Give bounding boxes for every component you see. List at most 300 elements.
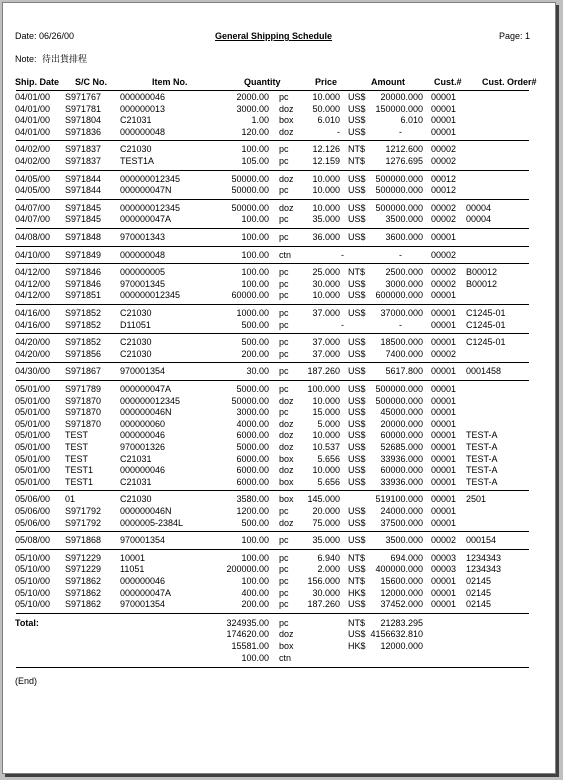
cell-amount: 3000.000 (385, 278, 423, 289)
total-currency: US$ (348, 629, 366, 640)
cell-amount: 20000.000 (380, 92, 423, 102)
cell-cust-order: C1245-01 (466, 308, 506, 318)
cell-quantity: 120.00 (241, 126, 269, 137)
cell-unit: ctn (279, 249, 292, 260)
cell-item-no: 000000046N (120, 407, 172, 418)
cell-unit: doz (279, 465, 294, 476)
cell-unit: doz (279, 173, 294, 184)
cell-ship-date: 05/10/00 (15, 576, 51, 586)
cell-ship-date: 05/01/00 (15, 430, 51, 441)
cell-quantity: 3000.00 (236, 407, 269, 418)
cell-amount: 3500.000 (385, 535, 423, 546)
total-quantity: 324935.00 (226, 617, 269, 628)
cell-currency: US$ (348, 348, 366, 359)
cell-unit: pc (279, 278, 289, 289)
cell-amount: - (399, 319, 402, 330)
cell-ship-date: 04/10/00 (15, 249, 51, 260)
cell-quantity: 6000.00 (236, 476, 269, 487)
cell-amount: 37452.000 (380, 599, 423, 610)
cell-quantity: 50000.00 (231, 185, 269, 196)
cell-currency: US$ (348, 202, 366, 213)
cell-ship-date: 04/16/00 (15, 308, 51, 318)
group-divider (16, 263, 529, 264)
cell-currency: US$ (348, 535, 366, 546)
cell-quantity: 6000.00 (236, 453, 269, 464)
cell-item-no: 000000048 (120, 249, 166, 260)
cell-cust-order: TEST-A (466, 430, 498, 441)
cell-price: 30.000 (312, 587, 340, 598)
cell-cust-no: 00001 (431, 599, 457, 610)
cell-price: 2.000 (317, 564, 340, 575)
cell-price: 156.000 (307, 576, 340, 586)
group-divider (16, 228, 529, 229)
cell-ship-date: 05/01/00 (15, 465, 51, 476)
cell-cust-no: 00002 (431, 214, 457, 225)
cell-currency: NT$ (348, 267, 366, 278)
cell-cust-no: 00001 (431, 290, 457, 301)
cell-currency: US$ (348, 290, 366, 301)
cell-cust-no: 00002 (431, 278, 457, 289)
cell-price: 6.010 (317, 115, 340, 126)
cell-quantity: 100.00 (241, 552, 269, 563)
cell-cust-order: 1234343 (466, 552, 502, 563)
cell-ship-date: 05/10/00 (15, 552, 51, 563)
cell-amount: 1212.600 (385, 144, 423, 155)
cell-price: 50.000 (312, 103, 340, 114)
cell-price: 10.000 (312, 465, 340, 476)
cell-currency: HK$ (348, 587, 366, 598)
cell-currency: US$ (348, 418, 366, 429)
cell-currency: US$ (348, 395, 366, 406)
cell-sc-no: TEST (65, 442, 89, 452)
cell-unit: box (279, 494, 294, 505)
cell-currency: NT$ (348, 156, 366, 166)
cell-item-no: 970001343 (120, 232, 166, 242)
cell-sc-no: S971846 (65, 278, 102, 289)
col-price: Price (315, 77, 338, 87)
cell-quantity: 60000.00 (231, 290, 269, 301)
cell-price: - (337, 126, 340, 137)
cell-cust-order: TEST-A (466, 476, 498, 487)
cell-price: 10.000 (312, 173, 340, 184)
header-divider (16, 90, 529, 91)
cell-currency: US$ (348, 308, 366, 318)
report-title: General Shipping Schedule (215, 31, 333, 41)
cell-cust-order: 2501 (466, 494, 487, 505)
cell-sc-no: TEST (65, 453, 89, 464)
cell-cust-no: 00001 (431, 384, 457, 394)
cell-cust-no: 00001 (431, 506, 457, 516)
cell-currency: US$ (348, 430, 366, 441)
cell-cust-order: 1234343 (466, 564, 502, 575)
cell-sc-no: S971868 (65, 535, 102, 546)
cell-item-no: 000000012345 (120, 395, 181, 406)
cell-cust-no: 00002 (431, 144, 457, 155)
cell-sc-no: TEST (65, 430, 89, 441)
cell-cust-no: 00003 (431, 564, 457, 575)
cell-unit: pc (279, 535, 289, 546)
cell-quantity: 100.00 (241, 278, 269, 289)
cell-quantity: 100.00 (241, 214, 269, 225)
cell-item-no: 000000013 (120, 103, 166, 114)
total-quantity: 100.00 (241, 652, 269, 663)
cell-amount: 500000.000 (375, 185, 423, 196)
cell-currency: NT$ (348, 144, 366, 155)
cell-cust-order: 0001458 (466, 366, 502, 377)
cell-unit: doz (279, 430, 294, 441)
cell-quantity: 6000.00 (236, 430, 269, 441)
cell-unit: box (279, 476, 294, 487)
cell-sc-no: S971848 (65, 232, 102, 242)
cell-sc-no: S971837 (65, 156, 102, 166)
cell-ship-date: 04/01/00 (15, 103, 51, 114)
cell-cust-no: 00002 (431, 202, 457, 213)
cell-ship-date: 05/01/00 (15, 476, 51, 487)
cell-ship-date: 04/02/00 (15, 156, 51, 166)
cell-cust-order: 02145 (466, 599, 492, 610)
cell-ship-date: 04/12/00 (15, 290, 51, 301)
cell-amount: 1276.695 (385, 156, 423, 166)
cell-cust-no: 00001 (431, 418, 457, 429)
cell-sc-no: S971849 (65, 249, 102, 260)
cell-quantity: 100.00 (241, 267, 269, 278)
cell-quantity: 50000.00 (231, 173, 269, 184)
cell-item-no: 000000048 (120, 126, 166, 137)
cell-currency: US$ (348, 278, 366, 289)
cell-cust-order: TEST-A (466, 442, 498, 452)
cell-amount: 600000.000 (375, 290, 423, 301)
cell-ship-date: 05/01/00 (15, 453, 51, 464)
cell-sc-no: S971870 (65, 395, 102, 406)
total-currency: NT$ (348, 617, 366, 628)
cell-ship-date: 04/02/00 (15, 144, 51, 155)
cell-amount: 20000.000 (380, 418, 423, 429)
cell-ship-date: 04/12/00 (15, 278, 51, 289)
cell-sc-no: S971852 (65, 337, 102, 348)
cell-price: 10.000 (312, 430, 340, 441)
cell-quantity: 200.00 (241, 348, 269, 359)
cell-price: 12.126 (312, 144, 340, 155)
cell-price: 5.656 (317, 476, 340, 487)
cell-amount: 33936.000 (380, 453, 423, 464)
cell-amount: 52685.000 (380, 442, 423, 452)
cell-sc-no: S971852 (65, 319, 102, 330)
cell-quantity: 5000.00 (236, 442, 269, 452)
cell-currency: US$ (348, 442, 366, 452)
group-divider (16, 613, 529, 614)
cell-unit: pc (279, 156, 289, 166)
cell-unit: doz (279, 395, 294, 406)
cell-sc-no: S971792 (65, 517, 102, 528)
cell-sc-no: S971845 (65, 202, 102, 213)
col-amount: Amount (371, 77, 405, 87)
cell-cust-no: 00001 (431, 430, 457, 441)
total-divider (16, 667, 529, 668)
cell-quantity: 100.00 (241, 144, 269, 155)
cell-quantity: 50000.00 (231, 202, 269, 213)
cell-quantity: 100.00 (241, 232, 269, 242)
cell-amount: 33936.000 (380, 476, 423, 487)
cell-price: - (341, 319, 344, 330)
cell-amount: 12000.000 (380, 587, 423, 598)
cell-cust-no: 00002 (431, 348, 457, 359)
cell-price: 5.000 (317, 418, 340, 429)
cell-price: 187.260 (307, 599, 340, 610)
cell-sc-no: S971781 (65, 103, 102, 114)
cell-ship-date: 04/07/00 (15, 202, 51, 213)
cell-amount: 2500.000 (385, 267, 423, 278)
cell-price: 36.000 (312, 232, 340, 242)
cell-amount: 519100.000 (375, 494, 423, 505)
cell-item-no: 970001354 (120, 535, 166, 546)
cell-item-no: 000000046 (120, 465, 166, 476)
total-unit: doz (279, 629, 294, 640)
cell-sc-no: S971844 (65, 173, 102, 184)
cell-unit: pc (279, 599, 289, 610)
cell-cust-order: 00004 (466, 214, 492, 225)
cell-ship-date: 04/01/00 (15, 115, 51, 126)
cell-currency: US$ (348, 476, 366, 487)
cell-cust-no: 00001 (431, 115, 457, 126)
cell-item-no: 970001326 (120, 442, 166, 452)
cell-price: 5.656 (317, 453, 340, 464)
cell-unit: pc (279, 92, 289, 102)
cell-item-no: TEST1A (120, 156, 155, 166)
cell-amount: 45000.000 (380, 407, 423, 418)
cell-sc-no: S971804 (65, 115, 102, 126)
cell-unit: pc (279, 319, 289, 330)
cell-currency: US$ (348, 517, 366, 528)
cell-cust-no: 00001 (431, 337, 457, 348)
total-currency: HK$ (348, 641, 366, 651)
cell-amount: 6.010 (400, 115, 423, 126)
cell-cust-no: 00001 (431, 366, 457, 377)
cell-unit: pc (279, 267, 289, 278)
cell-sc-no: S971846 (65, 267, 102, 278)
cell-quantity: 500.00 (241, 337, 269, 348)
cell-item-no: 10001 (120, 552, 146, 563)
cell-quantity: 105.00 (241, 156, 269, 166)
cell-quantity: 50000.00 (231, 395, 269, 406)
note-text: 待出貨排程 (42, 54, 88, 64)
cell-ship-date: 04/01/00 (15, 126, 51, 137)
cell-amount: 500000.000 (375, 173, 423, 184)
cell-quantity: 1.00 (251, 115, 269, 126)
cell-currency: NT$ (348, 552, 366, 563)
cell-quantity: 1200.00 (236, 506, 269, 516)
cell-ship-date: 04/12/00 (15, 267, 51, 278)
cell-sc-no: S971851 (65, 290, 102, 301)
cell-currency: US$ (348, 337, 366, 348)
cell-amount: 5617.800 (385, 366, 423, 377)
cell-price: 10.000 (312, 395, 340, 406)
cell-currency: US$ (348, 384, 366, 394)
cell-cust-no: 00001 (431, 407, 457, 418)
cell-item-no: C21030 (120, 308, 152, 318)
group-divider (16, 531, 529, 532)
cell-ship-date: 05/06/00 (15, 517, 51, 528)
cell-currency: US$ (348, 506, 366, 516)
cell-quantity: 3000.00 (236, 103, 269, 114)
cell-cust-no: 00001 (431, 308, 457, 318)
cell-item-no: C21031 (120, 476, 152, 487)
cell-sc-no: S971862 (65, 576, 102, 586)
cell-cust-no: 00002 (431, 267, 457, 278)
cell-ship-date: 05/10/00 (15, 564, 51, 575)
col-ship-date: Ship. Date (15, 77, 60, 87)
cell-cust-order: C1245-01 (466, 337, 506, 348)
cell-amount: 24000.000 (380, 506, 423, 516)
note-label: Note: (15, 54, 37, 64)
cell-ship-date: 04/05/00 (15, 185, 51, 196)
cell-ship-date: 05/06/00 (15, 494, 51, 505)
cell-unit: pc (279, 587, 289, 598)
cell-item-no: 000000047N (120, 185, 172, 196)
cell-price: 10.537 (312, 442, 340, 452)
cell-unit: doz (279, 103, 294, 114)
total-unit: pc (279, 617, 289, 628)
cell-ship-date: 04/16/00 (15, 319, 51, 330)
cell-unit: pc (279, 144, 289, 155)
cell-currency: US$ (348, 214, 366, 225)
cell-cust-no: 00001 (431, 103, 457, 114)
cell-cust-order: TEST-A (466, 465, 498, 476)
group-divider (16, 549, 529, 550)
cell-unit: pc (279, 407, 289, 418)
cell-price: 12.159 (312, 156, 340, 166)
cell-currency: US$ (348, 173, 366, 184)
cell-ship-date: 04/20/00 (15, 337, 51, 348)
cell-price: 145.000 (307, 494, 340, 505)
cell-item-no: 000000012345 (120, 290, 181, 301)
col-item-no: Item No. (152, 77, 188, 87)
cell-quantity: 200.00 (241, 599, 269, 610)
cell-quantity: 6000.00 (236, 465, 269, 476)
col-sc-no: S/C No. (75, 77, 108, 87)
cell-currency: NT$ (348, 576, 366, 586)
cell-price: 75.000 (312, 517, 340, 528)
cell-amount: 37500.000 (380, 517, 423, 528)
cell-price: 30.000 (312, 278, 340, 289)
cell-cust-no: 00001 (431, 465, 457, 476)
cell-price: 187.260 (307, 366, 340, 377)
cell-unit: pc (279, 232, 289, 242)
page-number: Page: 1 (499, 31, 531, 41)
cell-unit: pc (279, 552, 289, 563)
cell-unit: doz (279, 126, 294, 137)
cell-item-no: 000000047A (120, 214, 172, 225)
cell-cust-no: 00001 (431, 453, 457, 464)
cell-cust-no: 00012 (431, 173, 457, 184)
cell-item-no: 000000046 (120, 430, 166, 441)
cell-ship-date: 05/10/00 (15, 599, 51, 610)
cell-ship-date: 04/20/00 (15, 348, 51, 359)
cell-item-no: 000000047A (120, 587, 172, 598)
cell-ship-date: 04/08/00 (15, 232, 51, 242)
cell-amount: 3600.000 (385, 232, 423, 242)
group-divider (16, 140, 529, 141)
cell-price: 35.000 (312, 535, 340, 546)
cell-sc-no: TEST1 (65, 465, 94, 476)
cell-ship-date: 05/01/00 (15, 384, 51, 394)
cell-unit: pc (279, 185, 289, 196)
cell-amount: 15600.000 (380, 576, 423, 586)
col-cust-order: Cust. Order# (482, 77, 537, 87)
cell-cust-no: 00012 (431, 185, 457, 196)
group-divider (16, 380, 529, 381)
cell-sc-no: S971870 (65, 418, 102, 429)
cell-unit: doz (279, 418, 294, 429)
report-page (2, 2, 556, 774)
total-quantity: 174620.00 (226, 629, 269, 640)
cell-sc-no: S971836 (65, 126, 102, 137)
cell-item-no: 11051 (120, 564, 145, 575)
cell-cust-no: 00002 (431, 156, 457, 166)
cell-price: 35.000 (312, 214, 340, 225)
cell-sc-no: TEST1 (65, 476, 94, 487)
group-divider (16, 199, 529, 200)
cell-item-no: 000000012345 (120, 173, 181, 184)
group-divider (16, 362, 529, 363)
cell-cust-no: 00001 (431, 517, 457, 528)
cell-sc-no: S971845 (65, 214, 102, 225)
cell-quantity: 500.00 (241, 517, 269, 528)
cell-currency: US$ (348, 453, 366, 464)
group-divider (16, 304, 529, 305)
cell-unit: box (279, 115, 294, 126)
col-quantity: Quantity (244, 77, 281, 87)
cell-cust-no: 00002 (431, 535, 457, 546)
cell-unit: pc (279, 366, 289, 377)
cell-sc-no: S971852 (65, 308, 102, 318)
cell-amount: 60000.000 (380, 430, 423, 441)
cell-amount: 60000.000 (380, 465, 423, 476)
cell-amount: 400000.000 (375, 564, 423, 575)
cell-amount: - (399, 249, 402, 260)
cell-cust-no: 00001 (431, 494, 457, 505)
cell-price: 6.940 (317, 552, 340, 563)
cell-price: 37.000 (312, 348, 340, 359)
cell-ship-date: 05/10/00 (15, 587, 51, 598)
cell-cust-order: TEST-A (466, 453, 498, 464)
cell-unit: pc (279, 290, 289, 301)
cell-sc-no: S971870 (65, 407, 102, 418)
cell-unit: pc (279, 576, 289, 586)
cell-quantity: 100.00 (241, 576, 269, 586)
cell-item-no: 000000012345 (120, 202, 181, 213)
cell-item-no: 000000046N (120, 506, 172, 516)
cell-amount: 500000.000 (375, 395, 423, 406)
cell-cust-no: 00001 (431, 442, 457, 452)
cell-currency: US$ (348, 115, 366, 126)
cell-sc-no: S971767 (65, 92, 102, 102)
cell-currency: US$ (348, 232, 366, 242)
cell-sc-no: S971792 (65, 506, 102, 516)
cell-sc-no: S971856 (65, 348, 102, 359)
end-marker: (End) (15, 676, 38, 687)
cell-amount: 150000.000 (375, 103, 423, 114)
cell-quantity: 2000.00 (236, 92, 269, 102)
cell-price: 10.000 (312, 290, 340, 301)
cell-ship-date: 05/01/00 (15, 418, 51, 429)
cell-price: 37.000 (312, 337, 340, 348)
cell-amount: 18500.000 (380, 337, 423, 348)
cell-sc-no: S971862 (65, 587, 102, 598)
total-amount: 4156632.810 (370, 629, 423, 640)
cell-sc-no: S971862 (65, 599, 102, 610)
cell-cust-no: 00001 (431, 395, 457, 406)
cell-cust-no: 00002 (431, 249, 457, 260)
